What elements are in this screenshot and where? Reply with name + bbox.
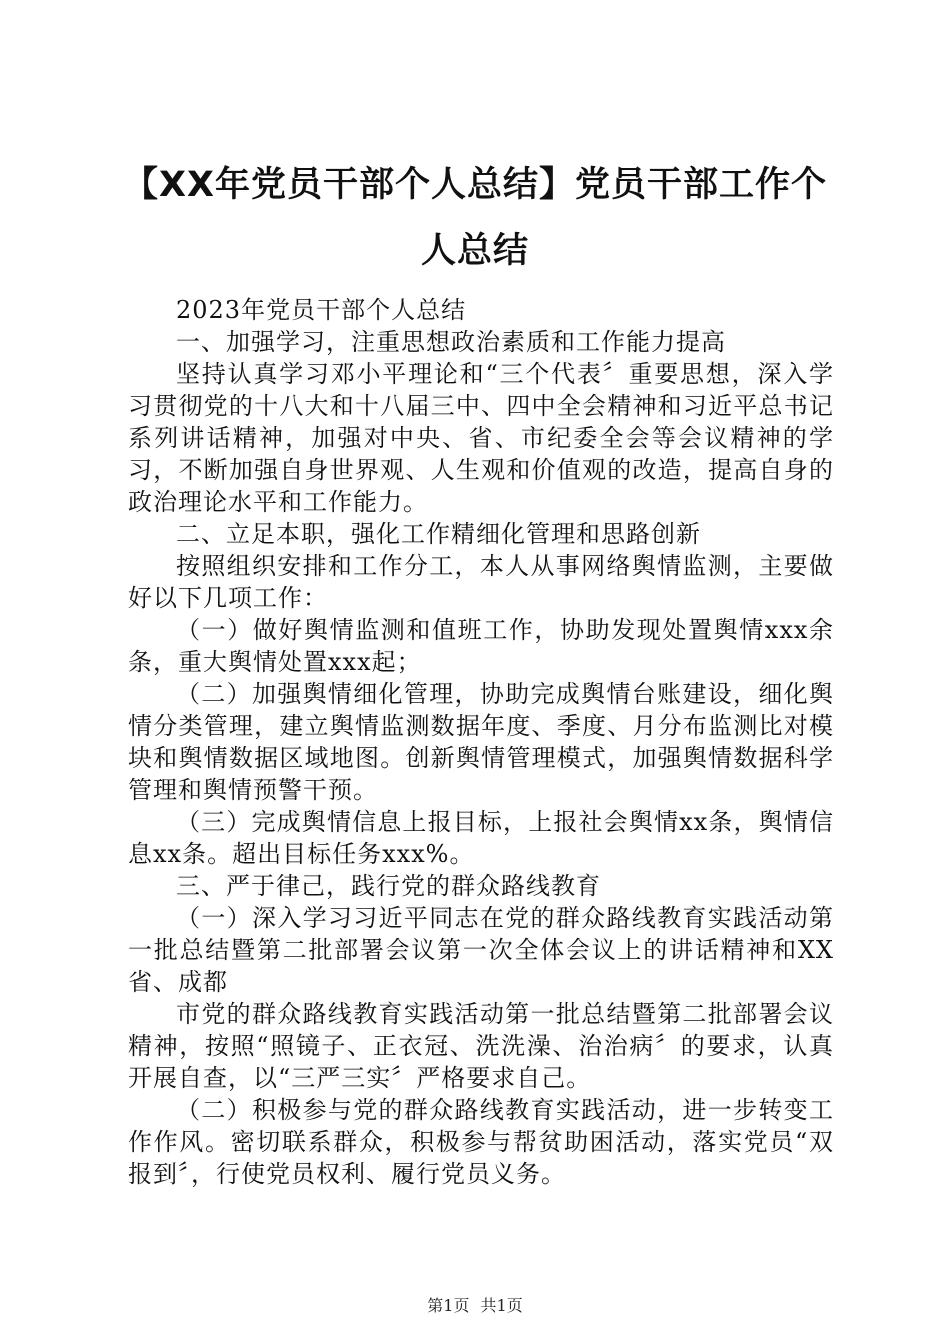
- paragraph-subtitle: 2023年党员干部个人总结: [176, 296, 467, 324]
- section-heading-2: 二、立足本职，强化工作精细化管理和思路创新: [176, 520, 701, 548]
- document-body: [128, 294, 834, 1190]
- list-item: （一）做好舆情监测和值班工作，协助发现处置舆情xxx余条，重大舆情处置xxx起；: [128, 616, 834, 676]
- list-item: （二）加强舆情细化管理，协助完成舆情台账建设，细化舆情分类管理，建立舆情监测数据年度、季度、月分布监测比对模块和舆情数据区域地图。创新舆情管理模式，加强舆情数据科学管理和舆情预警干预。: [128, 680, 834, 804]
- document-title: 【XX年党员干部个人总结】党员干部工作个人总结: [123, 165, 827, 271]
- paragraph: 按照组织安排和工作分工，本人从事网络舆情监测，主要做好以下几项工作：: [128, 552, 834, 612]
- page-number: 第1页: [427, 1296, 470, 1315]
- page-total: 共1页: [480, 1296, 523, 1315]
- section-heading-3: 三、严于律己，践行党的群众路线教育: [176, 872, 601, 900]
- paragraph: 市党的群众路线教育实践活动第一批总结暨第二批部署会议精神，按照“照镜子、正衣冠、洗洗澡、治治病〞的要求，认真开展自查，以“三严三实〞严格要求自己。: [128, 1000, 834, 1092]
- list-item: （一）深入学习习近平同志在党的群众路线教育实践活动第一批总结暨第二批部署会议第一次全体会议上的讲话精神和XX省、成都: [128, 904, 834, 996]
- list-item: （二）积极参与党的群众路线教育实践活动，进一步转变工作作风。密切联系群众，积极参与帮贫助困活动，落实党员“双报到〞，行使党员权利、履行党员义务。: [128, 1096, 834, 1188]
- section-heading-1: 一、加强学习，注重思想政治素质和工作能力提高: [176, 328, 726, 356]
- list-item: （三）完成舆情信息上报目标，上报社会舆情xx条，舆情信息xx条。超出目标任务xxx%。: [128, 808, 834, 868]
- paragraph: 坚持认真学习邓小平理论和“三个代表〞重要思想，深入学习贯彻党的十八大和十八届三中、四中全会精神和习近平总书记系列讲话精神，加强对中央、省、市纪委全会等会议精神的学习，不断加强自身世界观、人生观和价值观的改造，提高自身的政治理论水平和工作能力。: [128, 360, 834, 516]
- page-footer: [0, 1296, 950, 1316]
